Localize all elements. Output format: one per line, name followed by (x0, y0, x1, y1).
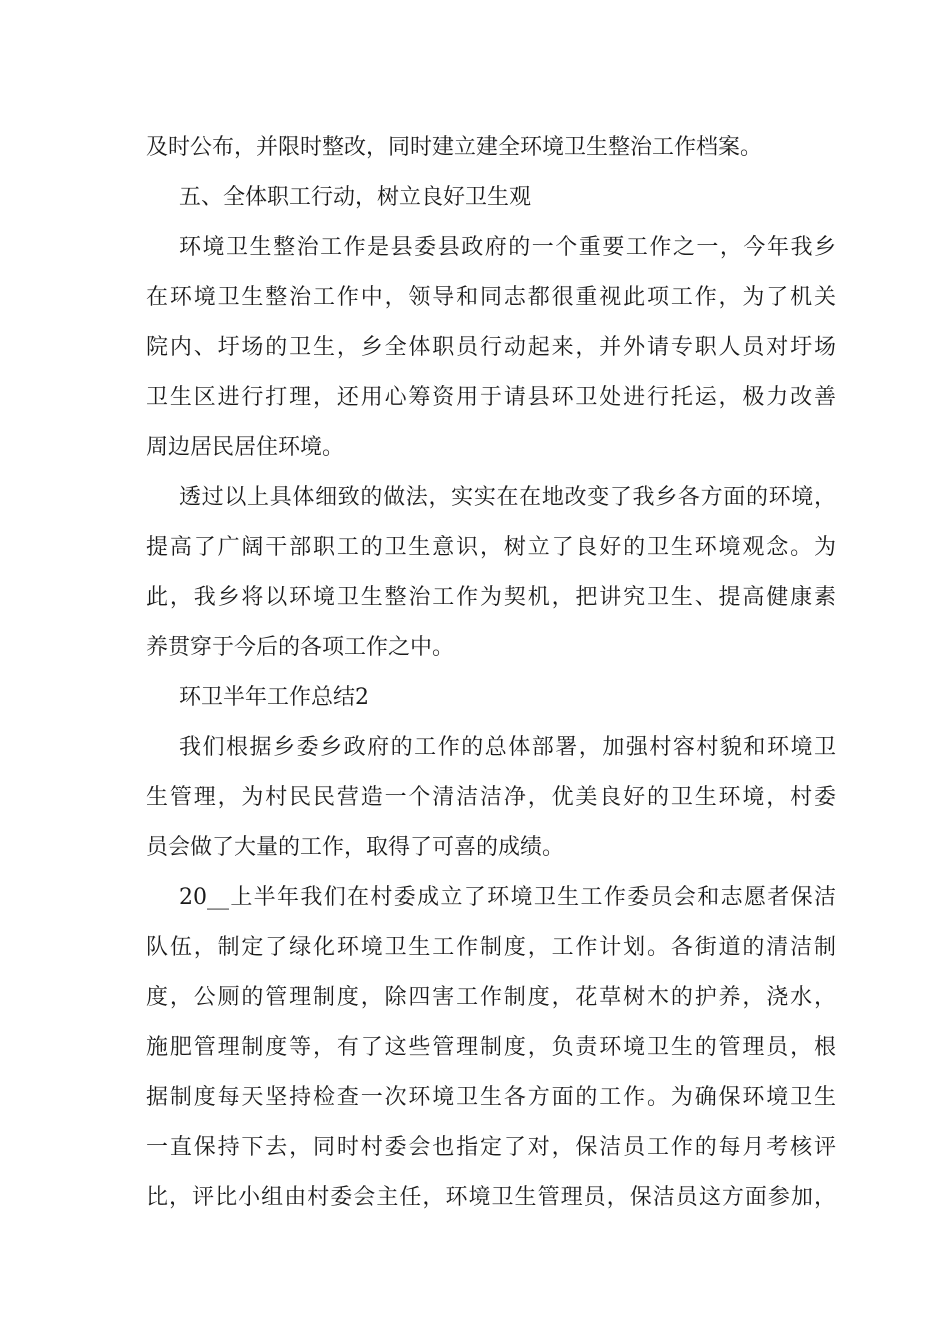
paragraph-line: 此，我乡将以环境卫生整治工作为契机，把讲究卫生、提高健康素 (146, 585, 836, 610)
paragraph-line: 一直保持下去，同时村委会也指定了对，保洁员工作的每月考核评 (146, 1135, 836, 1160)
paragraph-line: 卫生区进行打理，还用心筹资用于请县环卫处进行托运，极力改善 (146, 385, 836, 410)
paragraph-line: 院内、圩场的卫生，乡全体职员行动起来，并外请专职人员对圩场 (146, 335, 836, 360)
section-heading: 五、全体职工行动，树立良好卫生观 (179, 185, 532, 210)
paragraph-line: 提高了广阔干部职工的卫生意识，树立了良好的卫生环境观念。为 (146, 535, 836, 560)
paragraph-line: 队伍，制定了绿化环境卫生工作制度，工作计划。各街道的清洁制 (146, 935, 836, 960)
paragraph-line: 在环境卫生整治工作中，领导和同志都很重视此项工作，为了机关 (146, 285, 836, 310)
document-body (146, 123, 836, 1223)
paragraph-line: 环境卫生整治工作是县委县政府的一个重要工作之一，今年我乡 (179, 235, 836, 260)
paragraph-line: 透过以上具体细致的做法，实实在在地改变了我乡各方面的环境， (179, 485, 836, 510)
paragraph-line: 据制度每天坚持检查一次环境卫生各方面的工作。为确保环境卫生 (146, 1085, 836, 1110)
paragraph-line: 我们根据乡委乡政府的工作的总体部署，加强村容村貌和环境卫 (179, 735, 836, 760)
paragraph-line: 及时公布，并限时整改，同时建立建全环境卫生整治工作档案。 (146, 135, 763, 160)
paragraph-line: 施肥管理制度等，有了这些管理制度，负责环境卫生的管理员，根 (146, 1035, 836, 1060)
paragraph-line: 比，评比小组由村委会主任，环境卫生管理员，保洁员这方面参加， (146, 1185, 836, 1210)
paragraph-line: 20__上半年我们在村委成立了环境卫生工作委员会和志愿者保洁 (179, 885, 836, 910)
paragraph-line: 周边居民居住环境。 (146, 435, 345, 460)
paragraph-line: 生管理，为村民民营造一个清洁洁净，优美良好的卫生环境，村委 (146, 785, 836, 810)
paragraph-line: 养贯穿于今后的各项工作之中。 (146, 635, 455, 660)
paragraph-line: 度，公厕的管理制度，除四害工作制度，花草树木的护养，浇水， (146, 985, 836, 1010)
paragraph-line: 员会做了大量的工作，取得了可喜的成绩。 (146, 835, 565, 860)
section-title: 环卫半年工作总结2 (179, 685, 369, 710)
